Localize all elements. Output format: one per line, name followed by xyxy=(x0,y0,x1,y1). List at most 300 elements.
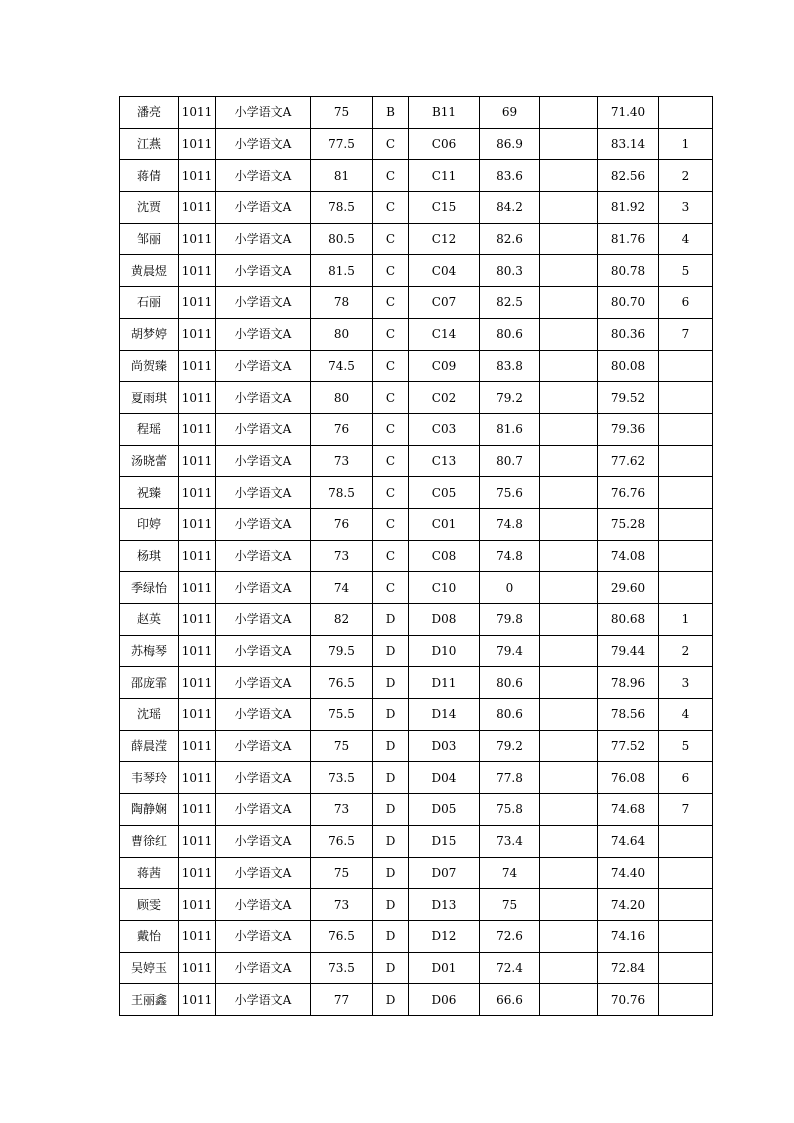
cell-subject: 小学语文A xyxy=(216,825,311,857)
table-row xyxy=(120,699,713,731)
cell-written-score: 73.5 xyxy=(311,952,373,984)
cell-subject: 小学语文A xyxy=(216,604,311,636)
cell-seat-number: D10 xyxy=(409,635,480,667)
cell-interview-score: 80.7 xyxy=(480,445,540,477)
cell-code: 1011 xyxy=(179,287,216,319)
cell-rank xyxy=(659,889,713,921)
cell-code: 1011 xyxy=(179,413,216,445)
table-row xyxy=(120,762,713,794)
cell-subject: 小学语文A xyxy=(216,223,311,255)
cell-blank xyxy=(540,160,598,192)
cell-subject: 小学语文A xyxy=(216,413,311,445)
cell-name: 邹丽 xyxy=(120,223,179,255)
cell-seat-number: C06 xyxy=(409,128,480,160)
cell-blank xyxy=(540,635,598,667)
cell-subject: 小学语文A xyxy=(216,699,311,731)
cell-seat-number: C09 xyxy=(409,350,480,382)
cell-written-score: 76 xyxy=(311,413,373,445)
cell-total-score: 74.68 xyxy=(598,794,659,826)
cell-interview-score: 74.8 xyxy=(480,540,540,572)
cell-seat-number: C15 xyxy=(409,192,480,224)
cell-rank xyxy=(659,508,713,540)
table-row xyxy=(120,287,713,319)
cell-group: D xyxy=(373,889,409,921)
cell-seat-number: D08 xyxy=(409,604,480,636)
table-row xyxy=(120,794,713,826)
cell-seat-number: D03 xyxy=(409,730,480,762)
cell-total-score: 80.68 xyxy=(598,604,659,636)
cell-code: 1011 xyxy=(179,223,216,255)
cell-written-score: 73 xyxy=(311,445,373,477)
cell-code: 1011 xyxy=(179,730,216,762)
cell-written-score: 73 xyxy=(311,889,373,921)
cell-interview-score: 83.8 xyxy=(480,350,540,382)
cell-subject: 小学语文A xyxy=(216,350,311,382)
cell-group: C xyxy=(373,287,409,319)
cell-interview-score: 66.6 xyxy=(480,984,540,1016)
cell-total-score: 74.20 xyxy=(598,889,659,921)
cell-name: 韦琴玲 xyxy=(120,762,179,794)
table-row xyxy=(120,413,713,445)
table-row xyxy=(120,382,713,414)
cell-seat-number: C12 xyxy=(409,223,480,255)
cell-name: 祝臻 xyxy=(120,477,179,509)
cell-rank: 6 xyxy=(659,287,713,319)
cell-seat-number: D06 xyxy=(409,984,480,1016)
table-row xyxy=(120,255,713,287)
cell-blank xyxy=(540,413,598,445)
cell-blank xyxy=(540,540,598,572)
cell-subject: 小学语文A xyxy=(216,255,311,287)
cell-group: C xyxy=(373,223,409,255)
cell-blank xyxy=(540,223,598,255)
cell-code: 1011 xyxy=(179,540,216,572)
cell-interview-score: 79.2 xyxy=(480,730,540,762)
cell-blank xyxy=(540,508,598,540)
cell-interview-score: 82.5 xyxy=(480,287,540,319)
cell-code: 1011 xyxy=(179,984,216,1016)
cell-total-score: 78.96 xyxy=(598,667,659,699)
cell-total-score: 80.70 xyxy=(598,287,659,319)
cell-total-score: 76.08 xyxy=(598,762,659,794)
cell-rank xyxy=(659,540,713,572)
cell-written-score: 73 xyxy=(311,794,373,826)
cell-group: D xyxy=(373,604,409,636)
cell-code: 1011 xyxy=(179,920,216,952)
cell-code: 1011 xyxy=(179,952,216,984)
cell-interview-score: 80.6 xyxy=(480,667,540,699)
cell-written-score: 75 xyxy=(311,730,373,762)
cell-total-score: 80.78 xyxy=(598,255,659,287)
cell-name: 戴怡 xyxy=(120,920,179,952)
cell-group: D xyxy=(373,794,409,826)
cell-total-score: 80.08 xyxy=(598,350,659,382)
cell-total-score: 81.76 xyxy=(598,223,659,255)
cell-written-score: 75 xyxy=(311,97,373,129)
cell-total-score: 70.76 xyxy=(598,984,659,1016)
cell-code: 1011 xyxy=(179,794,216,826)
cell-group: C xyxy=(373,192,409,224)
cell-blank xyxy=(540,128,598,160)
cell-code: 1011 xyxy=(179,128,216,160)
cell-subject: 小学语文A xyxy=(216,445,311,477)
cell-rank: 5 xyxy=(659,730,713,762)
table-row xyxy=(120,857,713,889)
cell-rank: 7 xyxy=(659,794,713,826)
cell-code: 1011 xyxy=(179,318,216,350)
cell-rank xyxy=(659,952,713,984)
cell-group: D xyxy=(373,635,409,667)
cell-rank: 7 xyxy=(659,318,713,350)
cell-interview-score: 75.6 xyxy=(480,477,540,509)
cell-written-score: 79.5 xyxy=(311,635,373,667)
cell-written-score: 81 xyxy=(311,160,373,192)
cell-interview-score: 74 xyxy=(480,857,540,889)
cell-rank: 3 xyxy=(659,667,713,699)
cell-group: C xyxy=(373,445,409,477)
cell-name: 程瑶 xyxy=(120,413,179,445)
table-row xyxy=(120,318,713,350)
cell-name: 蒋倩 xyxy=(120,160,179,192)
cell-total-score: 71.40 xyxy=(598,97,659,129)
cell-interview-score: 74.8 xyxy=(480,508,540,540)
cell-interview-score: 79.2 xyxy=(480,382,540,414)
cell-blank xyxy=(540,699,598,731)
cell-name: 蒋茜 xyxy=(120,857,179,889)
cell-group: C xyxy=(373,318,409,350)
cell-subject: 小学语文A xyxy=(216,160,311,192)
cell-group: D xyxy=(373,952,409,984)
cell-subject: 小学语文A xyxy=(216,889,311,921)
cell-group: D xyxy=(373,984,409,1016)
cell-code: 1011 xyxy=(179,508,216,540)
cell-written-score: 77.5 xyxy=(311,128,373,160)
cell-blank xyxy=(540,477,598,509)
cell-written-score: 74.5 xyxy=(311,350,373,382)
cell-rank: 4 xyxy=(659,699,713,731)
cell-written-score: 75 xyxy=(311,857,373,889)
cell-total-score: 74.64 xyxy=(598,825,659,857)
cell-subject: 小学语文A xyxy=(216,857,311,889)
cell-group: D xyxy=(373,857,409,889)
cell-group: C xyxy=(373,477,409,509)
cell-total-score: 76.76 xyxy=(598,477,659,509)
cell-rank xyxy=(659,857,713,889)
cell-seat-number: C10 xyxy=(409,572,480,604)
cell-name: 杨琪 xyxy=(120,540,179,572)
table-row xyxy=(120,445,713,477)
table-row xyxy=(120,730,713,762)
cell-blank xyxy=(540,604,598,636)
cell-written-score: 75.5 xyxy=(311,699,373,731)
cell-seat-number: D07 xyxy=(409,857,480,889)
cell-group: D xyxy=(373,667,409,699)
cell-rank: 5 xyxy=(659,255,713,287)
cell-name: 顾雯 xyxy=(120,889,179,921)
cell-subject: 小学语文A xyxy=(216,762,311,794)
cell-blank xyxy=(540,97,598,129)
table-row xyxy=(120,889,713,921)
cell-name: 胡梦婷 xyxy=(120,318,179,350)
cell-rank xyxy=(659,97,713,129)
cell-rank: 4 xyxy=(659,223,713,255)
cell-group: C xyxy=(373,160,409,192)
cell-blank xyxy=(540,889,598,921)
score-table xyxy=(119,96,713,1016)
table-row xyxy=(120,920,713,952)
cell-seat-number: D11 xyxy=(409,667,480,699)
cell-code: 1011 xyxy=(179,160,216,192)
cell-written-score: 76.5 xyxy=(311,667,373,699)
cell-interview-score: 81.6 xyxy=(480,413,540,445)
cell-name: 江燕 xyxy=(120,128,179,160)
cell-code: 1011 xyxy=(179,762,216,794)
cell-written-score: 73 xyxy=(311,540,373,572)
cell-rank xyxy=(659,920,713,952)
cell-written-score: 73.5 xyxy=(311,762,373,794)
table-row xyxy=(120,540,713,572)
table-row xyxy=(120,667,713,699)
cell-name: 邵庞霏 xyxy=(120,667,179,699)
cell-subject: 小学语文A xyxy=(216,794,311,826)
cell-code: 1011 xyxy=(179,255,216,287)
cell-total-score: 83.14 xyxy=(598,128,659,160)
cell-interview-score: 79.4 xyxy=(480,635,540,667)
cell-subject: 小学语文A xyxy=(216,508,311,540)
cell-written-score: 80 xyxy=(311,382,373,414)
cell-rank xyxy=(659,984,713,1016)
cell-code: 1011 xyxy=(179,382,216,414)
cell-blank xyxy=(540,350,598,382)
cell-code: 1011 xyxy=(179,889,216,921)
table-row xyxy=(120,192,713,224)
cell-subject: 小学语文A xyxy=(216,920,311,952)
cell-blank xyxy=(540,287,598,319)
cell-rank: 1 xyxy=(659,128,713,160)
cell-interview-score: 75.8 xyxy=(480,794,540,826)
cell-blank xyxy=(540,952,598,984)
cell-written-score: 76.5 xyxy=(311,920,373,952)
cell-interview-score: 86.9 xyxy=(480,128,540,160)
cell-interview-score: 82.6 xyxy=(480,223,540,255)
cell-written-score: 78 xyxy=(311,287,373,319)
cell-name: 夏雨琪 xyxy=(120,382,179,414)
cell-group: B xyxy=(373,97,409,129)
cell-interview-score: 69 xyxy=(480,97,540,129)
cell-group: D xyxy=(373,920,409,952)
cell-group: D xyxy=(373,699,409,731)
cell-written-score: 76.5 xyxy=(311,825,373,857)
table-row xyxy=(120,223,713,255)
cell-interview-score: 75 xyxy=(480,889,540,921)
table-row xyxy=(120,572,713,604)
cell-blank xyxy=(540,984,598,1016)
cell-interview-score: 80.3 xyxy=(480,255,540,287)
cell-subject: 小学语文A xyxy=(216,572,311,604)
cell-code: 1011 xyxy=(179,97,216,129)
cell-subject: 小学语文A xyxy=(216,318,311,350)
cell-rank: 2 xyxy=(659,635,713,667)
cell-group: C xyxy=(373,540,409,572)
cell-subject: 小学语文A xyxy=(216,192,311,224)
cell-total-score: 81.92 xyxy=(598,192,659,224)
cell-code: 1011 xyxy=(179,604,216,636)
cell-code: 1011 xyxy=(179,445,216,477)
cell-blank xyxy=(540,825,598,857)
cell-written-score: 80.5 xyxy=(311,223,373,255)
cell-blank xyxy=(540,794,598,826)
cell-interview-score: 80.6 xyxy=(480,699,540,731)
cell-written-score: 82 xyxy=(311,604,373,636)
cell-subject: 小学语文A xyxy=(216,635,311,667)
cell-seat-number: D05 xyxy=(409,794,480,826)
cell-interview-score: 77.8 xyxy=(480,762,540,794)
cell-name: 汤晓蕾 xyxy=(120,445,179,477)
cell-total-score: 78.56 xyxy=(598,699,659,731)
cell-seat-number: C11 xyxy=(409,160,480,192)
cell-total-score: 29.60 xyxy=(598,572,659,604)
table-row xyxy=(120,508,713,540)
cell-code: 1011 xyxy=(179,572,216,604)
cell-written-score: 78.5 xyxy=(311,477,373,509)
table-body xyxy=(120,97,713,1016)
cell-name: 薛晨滢 xyxy=(120,730,179,762)
cell-name: 印婷 xyxy=(120,508,179,540)
cell-rank xyxy=(659,413,713,445)
cell-group: C xyxy=(373,128,409,160)
cell-total-score: 79.44 xyxy=(598,635,659,667)
cell-blank xyxy=(540,857,598,889)
cell-written-score: 77 xyxy=(311,984,373,1016)
cell-seat-number: C02 xyxy=(409,382,480,414)
cell-name: 石丽 xyxy=(120,287,179,319)
cell-name: 苏梅琴 xyxy=(120,635,179,667)
table-row xyxy=(120,160,713,192)
cell-total-score: 74.16 xyxy=(598,920,659,952)
cell-total-score: 82.56 xyxy=(598,160,659,192)
table-row xyxy=(120,350,713,382)
cell-name: 尚贺臻 xyxy=(120,350,179,382)
cell-name: 沈贾 xyxy=(120,192,179,224)
cell-subject: 小学语文A xyxy=(216,667,311,699)
cell-seat-number: C03 xyxy=(409,413,480,445)
cell-total-score: 74.08 xyxy=(598,540,659,572)
table-row xyxy=(120,825,713,857)
cell-blank xyxy=(540,667,598,699)
table-row xyxy=(120,604,713,636)
cell-written-score: 78.5 xyxy=(311,192,373,224)
cell-seat-number: D15 xyxy=(409,825,480,857)
cell-code: 1011 xyxy=(179,667,216,699)
cell-name: 潘亮 xyxy=(120,97,179,129)
cell-interview-score: 84.2 xyxy=(480,192,540,224)
cell-name: 赵英 xyxy=(120,604,179,636)
cell-interview-score: 79.8 xyxy=(480,604,540,636)
cell-seat-number: D04 xyxy=(409,762,480,794)
cell-subject: 小学语文A xyxy=(216,382,311,414)
cell-name: 黄晨煜 xyxy=(120,255,179,287)
cell-total-score: 74.40 xyxy=(598,857,659,889)
cell-seat-number: C07 xyxy=(409,287,480,319)
cell-interview-score: 80.6 xyxy=(480,318,540,350)
cell-code: 1011 xyxy=(179,192,216,224)
cell-written-score: 81.5 xyxy=(311,255,373,287)
cell-blank xyxy=(540,762,598,794)
cell-total-score: 72.84 xyxy=(598,952,659,984)
cell-seat-number: B11 xyxy=(409,97,480,129)
cell-group: C xyxy=(373,508,409,540)
table-row xyxy=(120,128,713,160)
cell-group: D xyxy=(373,762,409,794)
cell-code: 1011 xyxy=(179,350,216,382)
cell-interview-score: 83.6 xyxy=(480,160,540,192)
cell-rank xyxy=(659,825,713,857)
cell-rank xyxy=(659,350,713,382)
cell-code: 1011 xyxy=(179,635,216,667)
cell-rank: 3 xyxy=(659,192,713,224)
cell-code: 1011 xyxy=(179,857,216,889)
cell-seat-number: C05 xyxy=(409,477,480,509)
cell-blank xyxy=(540,920,598,952)
cell-group: C xyxy=(373,382,409,414)
cell-blank xyxy=(540,192,598,224)
cell-written-score: 76 xyxy=(311,508,373,540)
cell-interview-score: 73.4 xyxy=(480,825,540,857)
cell-code: 1011 xyxy=(179,477,216,509)
table-row xyxy=(120,952,713,984)
cell-seat-number: C04 xyxy=(409,255,480,287)
cell-seat-number: C08 xyxy=(409,540,480,572)
cell-rank: 1 xyxy=(659,604,713,636)
table-row xyxy=(120,97,713,129)
cell-total-score: 80.36 xyxy=(598,318,659,350)
cell-group: C xyxy=(373,413,409,445)
table-row xyxy=(120,477,713,509)
cell-subject: 小学语文A xyxy=(216,97,311,129)
cell-written-score: 74 xyxy=(311,572,373,604)
cell-name: 王丽鑫 xyxy=(120,984,179,1016)
cell-total-score: 75.28 xyxy=(598,508,659,540)
cell-seat-number: D13 xyxy=(409,889,480,921)
cell-subject: 小学语文A xyxy=(216,984,311,1016)
cell-rank xyxy=(659,477,713,509)
cell-name: 曹徐红 xyxy=(120,825,179,857)
cell-name: 沈瑶 xyxy=(120,699,179,731)
table-row xyxy=(120,635,713,667)
cell-interview-score: 72.6 xyxy=(480,920,540,952)
cell-blank xyxy=(540,730,598,762)
cell-subject: 小学语文A xyxy=(216,540,311,572)
cell-blank xyxy=(540,255,598,287)
cell-rank xyxy=(659,445,713,477)
cell-group: D xyxy=(373,825,409,857)
cell-seat-number: C14 xyxy=(409,318,480,350)
cell-interview-score: 0 xyxy=(480,572,540,604)
cell-group: D xyxy=(373,730,409,762)
cell-group: C xyxy=(373,350,409,382)
cell-seat-number: D01 xyxy=(409,952,480,984)
cell-subject: 小学语文A xyxy=(216,287,311,319)
cell-blank xyxy=(540,318,598,350)
cell-seat-number: C01 xyxy=(409,508,480,540)
cell-subject: 小学语文A xyxy=(216,952,311,984)
cell-name: 季绿怡 xyxy=(120,572,179,604)
cell-interview-score: 72.4 xyxy=(480,952,540,984)
cell-subject: 小学语文A xyxy=(216,730,311,762)
cell-code: 1011 xyxy=(179,699,216,731)
cell-seat-number: D12 xyxy=(409,920,480,952)
cell-total-score: 79.36 xyxy=(598,413,659,445)
